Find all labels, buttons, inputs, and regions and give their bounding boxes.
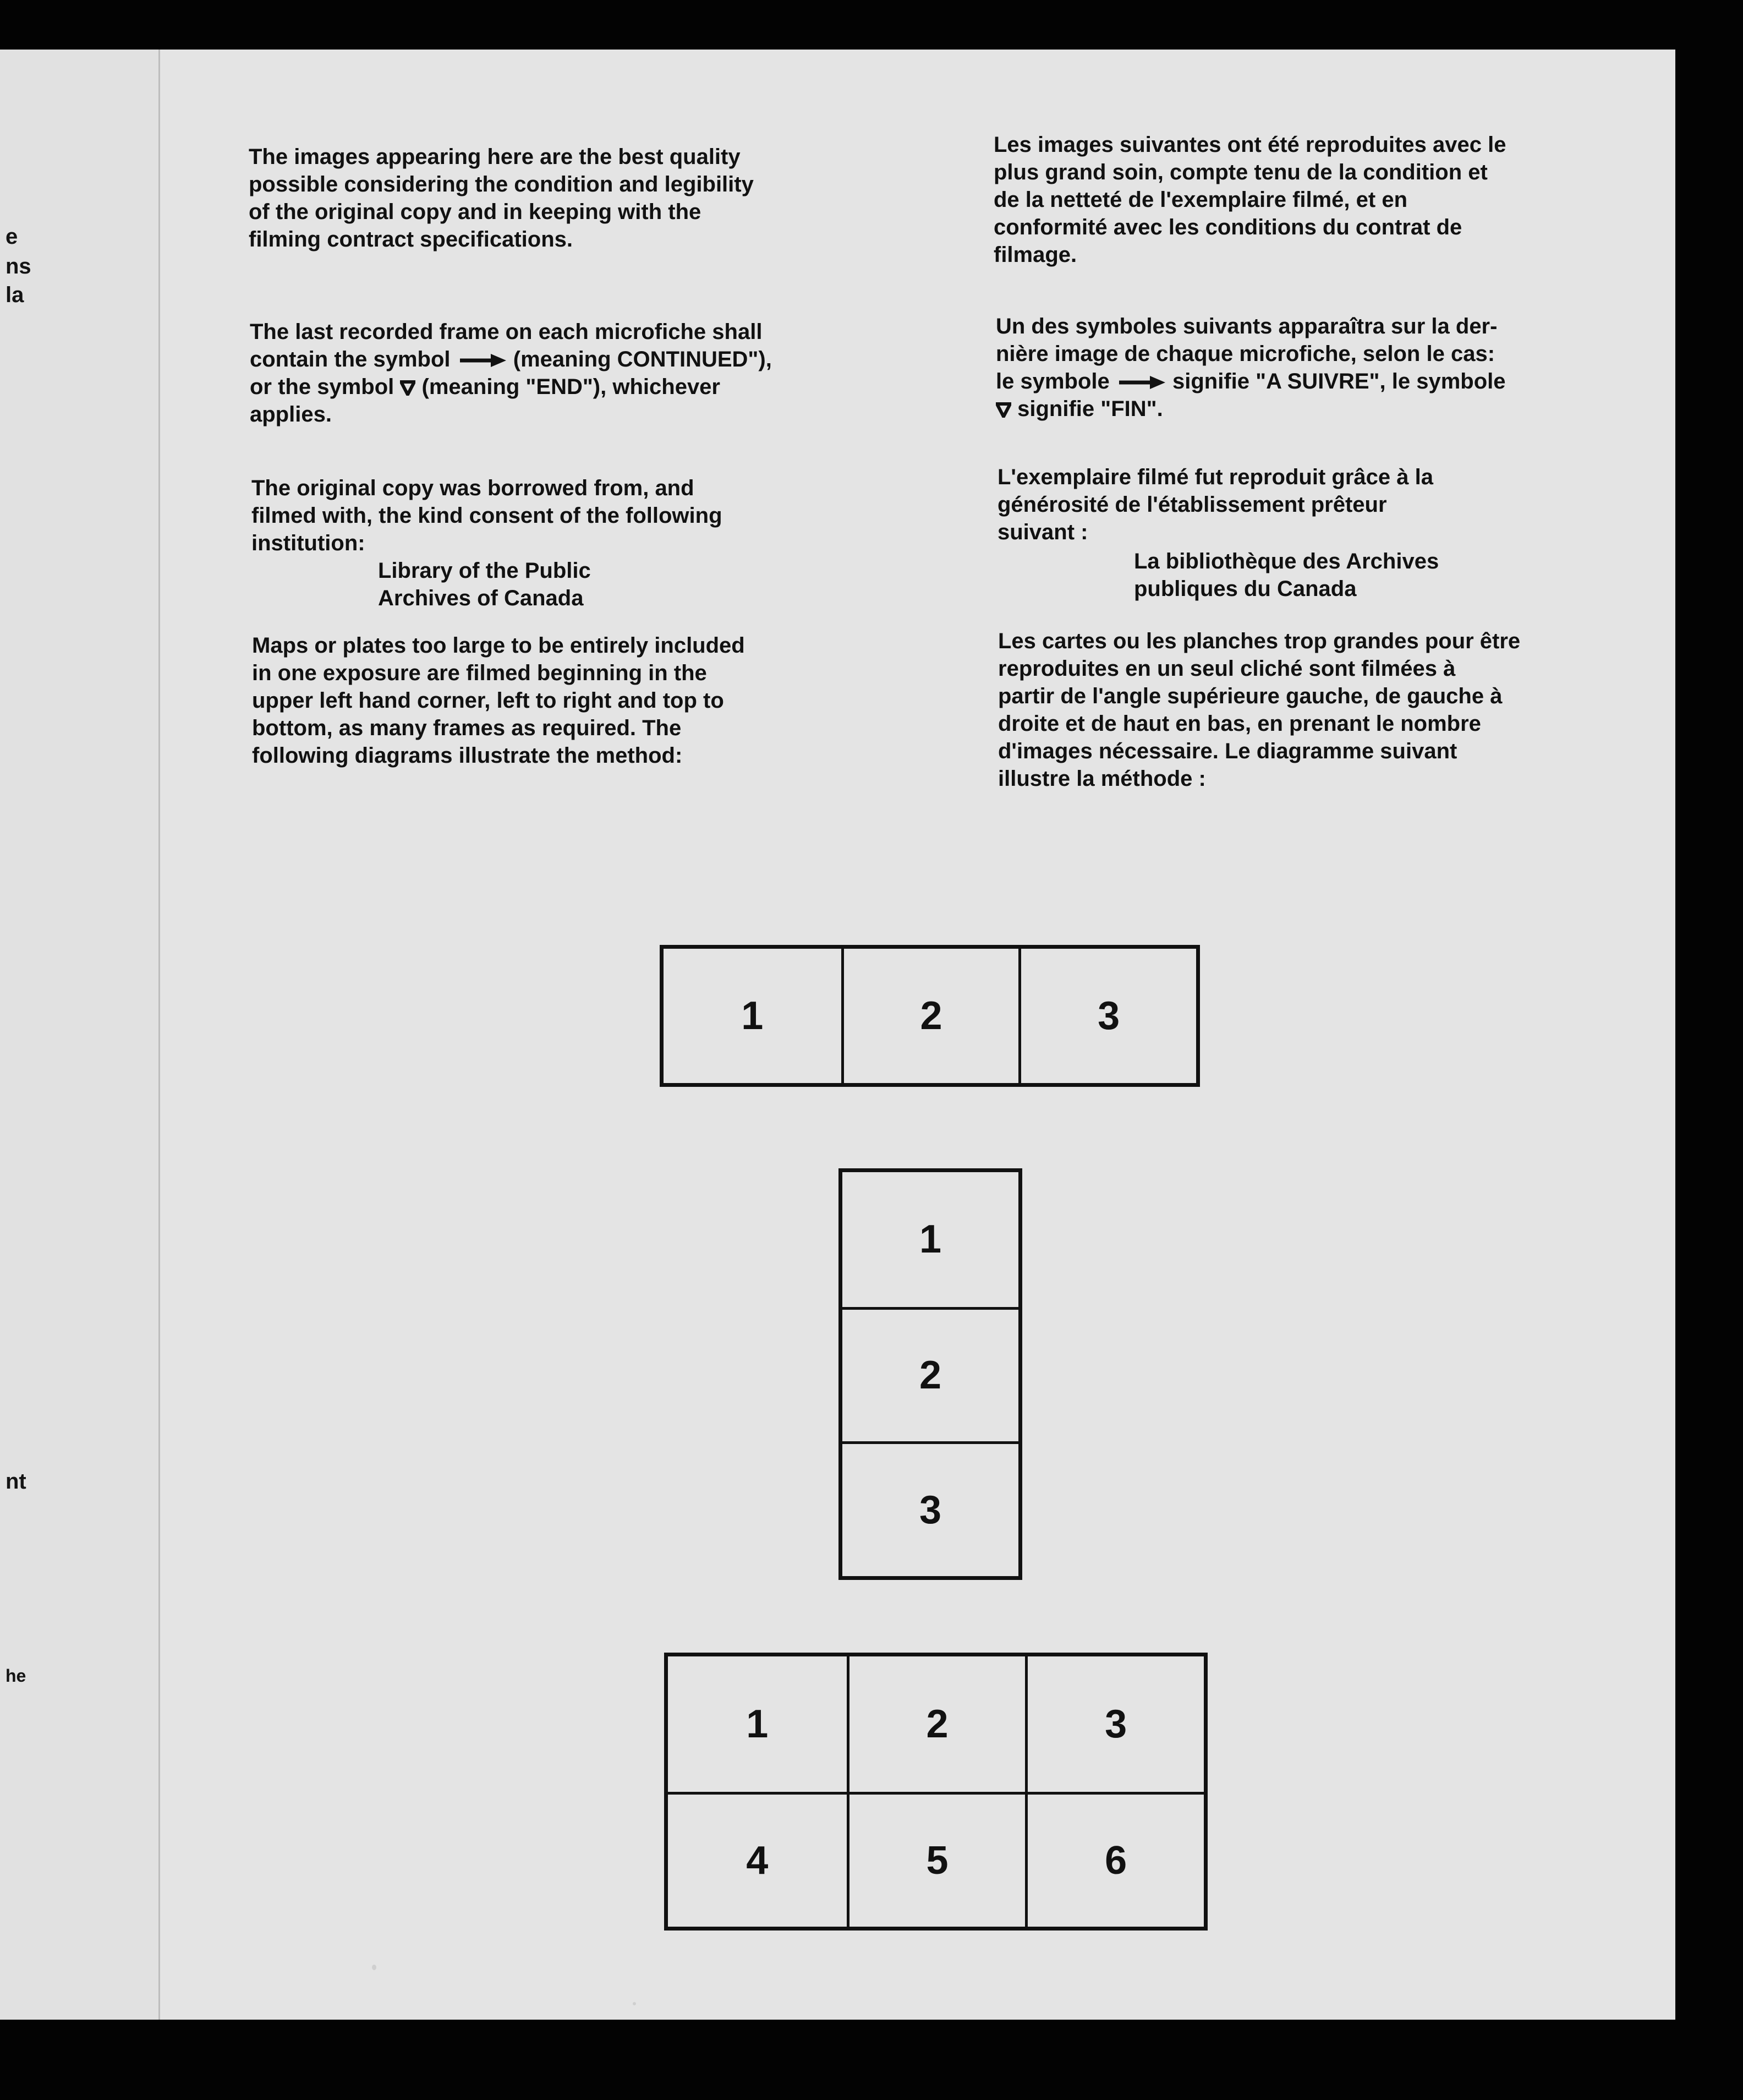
frame-cell: 2	[847, 1656, 1026, 1792]
frame-cell: 3	[842, 1441, 1018, 1576]
french-quality-paragraph: Les images suivantes ont été reproduites avec le plus grand soin, compte tenu de la condition et de la netteté de l'exemplaire filmé, et en conformité avec les conditions du contrat de filmage.	[994, 133, 1506, 267]
english-symbol-text: contain the symbol	[250, 347, 451, 371]
french-symbol-line-2: nière image de chaque microfiche, selon le cas:	[996, 342, 1495, 366]
cut-text-fragment: nt	[6, 1469, 26, 1494]
frame-cell: 3	[1018, 949, 1196, 1083]
english-symbol-line-1: The last recorded frame on each microfiche shall	[250, 320, 763, 344]
film-speck	[633, 2002, 636, 2005]
french-copy-paragraph: L'exemplaire filmé fut reproduit grâce à la générosité de l'établissement prêteur suivant :	[997, 465, 1433, 544]
english-symbol-text: or the symbol	[250, 375, 394, 399]
frame-cell: 2	[842, 1307, 1018, 1442]
frame-cell: 3	[1025, 1656, 1204, 1792]
fin-triangle-icon	[996, 402, 1011, 418]
microfiche-target-page	[0, 50, 1675, 2020]
continued-arrow-icon	[457, 353, 507, 368]
english-symbol-paragraph	[250, 318, 772, 428]
previous-page-strip	[0, 50, 160, 2020]
french-symbol-line-4	[996, 395, 1506, 423]
english-quality-paragraph: The images appearing here are the best quality possible considering the condition and legibility of the original copy and in keeping with the filming contract specifications.	[249, 145, 754, 251]
diagram-horizontal-three-frames	[660, 945, 1200, 1087]
french-symbol-line-3	[996, 368, 1506, 395]
frame-cell: 1	[746, 1702, 769, 1746]
frame-cell: 2	[841, 949, 1019, 1083]
english-maps-paragraph: Maps or plates too large to be entirely included in one exposure are filmed beginning in the upper left hand corner, left to right and top to bottom, as many frames as required. The following diagrams illustrate the method:	[252, 633, 745, 768]
french-maps-paragraph: Les cartes ou les planches trop grandes pour être reproduites en un seul cliché sont filmées à partir de l'angle supérieure gauche, de gauche à droite et de haut en bas, en prenant le nombre d'images nécessaire. Le diagramme suivant illustre la méthode :	[998, 629, 1521, 791]
end-triangle-icon	[400, 380, 415, 396]
cut-text-fragment: ns	[6, 254, 31, 278]
cut-text-fragment: la	[6, 283, 24, 307]
english-symbol-line-3	[250, 373, 772, 401]
diagram-grid-six-frames	[664, 1653, 1208, 1931]
french-symbol-paragraph	[996, 313, 1506, 423]
french-symbol-text: signifie "FIN".	[1017, 397, 1163, 421]
french-institution: La bibliothèque des Archives publiques du Canada	[1134, 549, 1439, 601]
french-symbol-text: le symbole	[996, 369, 1110, 393]
french-symbol-text: signifie "A SUIVRE", le symbole	[1172, 369, 1506, 393]
french-symbol-line-1: Un des symboles suivants apparaîtra sur la der-	[996, 314, 1498, 338]
cut-text-fragment: he	[6, 1666, 26, 1686]
english-institution: Library of the Public Archives of Canada	[378, 559, 591, 610]
english-symbol-text: (meaning "END"), whichever	[421, 375, 720, 399]
frame-cell: 6	[1025, 1792, 1204, 1927]
film-speck	[372, 1965, 376, 1970]
a-suivre-arrow-icon	[1116, 375, 1166, 390]
english-symbol-text: (meaning CONTINUED"),	[513, 347, 772, 371]
frame-cell: 1	[741, 994, 764, 1038]
diagram-vertical-three-frames	[838, 1168, 1022, 1580]
frame-cell: 5	[847, 1792, 1026, 1927]
english-symbol-line-2	[250, 346, 772, 373]
cut-text-fragment: e	[6, 225, 18, 249]
frame-cell: 4	[668, 1792, 847, 1927]
english-symbol-line-4: applies.	[250, 402, 332, 426]
english-copy-paragraph: The original copy was borrowed from, and filmed with, the kind consent of the following institution:	[251, 476, 722, 555]
frame-cell: 1	[919, 1217, 942, 1262]
